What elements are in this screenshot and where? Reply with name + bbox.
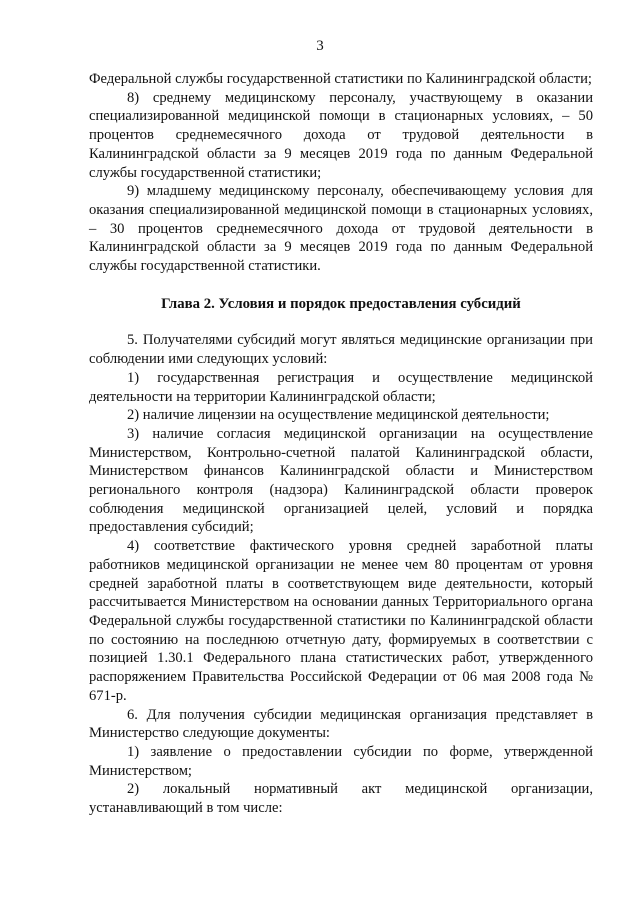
paragraph-condition-2: 2) наличие лицензии на осуществление медицинской деятельности; — [127, 407, 550, 424]
document-body — [89, 70, 593, 818]
paragraph-condition-3: 3) наличие согласия медицинской организации на осуществление Министерством, Контрольно-счетной палатой Калининградской области, Министерством финансов Калининградской области и Министерством регионального контроля (надзора) Калининградской области проверок соблюдения медицинской организацией целей, условий и порядка предоставления субсидий; — [89, 425, 593, 536]
paragraph-item-8: 8) среднему медицинскому персоналу, участвующему в оказании специализированной медицинской помощи в стационарных условиях, – 50 процентов среднемесячного дохода от трудовой деятельности в Калининградской области за 9 месяцев 2019 года по данным Федеральной службы государственной статистики; — [89, 89, 593, 181]
paragraph-clause-6: 6. Для получения субсидии медицинская организация представляет в Министерство следующие документы: — [89, 706, 593, 742]
page-number: 3 — [316, 38, 324, 54]
chapter-heading: Глава 2. Условия и порядок предоставления субсидий — [161, 295, 521, 312]
paragraph-continuation: Федеральной службы государственной статистики по Калининградской области; — [89, 71, 592, 87]
paragraph-condition-4: 4) соответствие фактического уровня средней заработной платы работников медицинской организации не менее чем 80 процентам от уровня средней заработной платы в соответствующем виде деятельности, который рассчитывается Министерством на основании данных Территориального органа Федеральной службы государственной статистики по Калининградской области по состоянию на последнюю отчетную дату, формируемых в соответствии с позицией 1.30.1 Федерального плана статистических работ, утвержденного распоряжением Правительства Российской Федерации от 06 мая 2008 года № 671-р. — [89, 538, 593, 704]
paragraph-item-9: 9) младшему медицинскому персоналу, обеспечивающему условия для оказания специализированной медицинской помощи в стационарных условиях, – 30 процентов среднемесячного дохода от трудовой деятельности в Калининградской области за 9 месяцев 2019 года по данным Федеральной службы государственной статистики. — [89, 183, 593, 275]
paragraph-clause-5: 5. Получателями субсидий могут являться медицинские организации при соблюдении ими следующих условий: — [89, 332, 593, 368]
paragraph-condition-1: 1) государственная регистрация и осуществление медицинской деятельности на территории Калининградской области; — [89, 369, 593, 405]
paragraph-document-1: 1) заявление о предоставлении субсидии по форме, утвержденной Министерством; — [89, 743, 593, 779]
paragraph-document-2: 2) локальный нормативный акт медицинской организации, устанавливающий в том числе: — [89, 781, 593, 817]
